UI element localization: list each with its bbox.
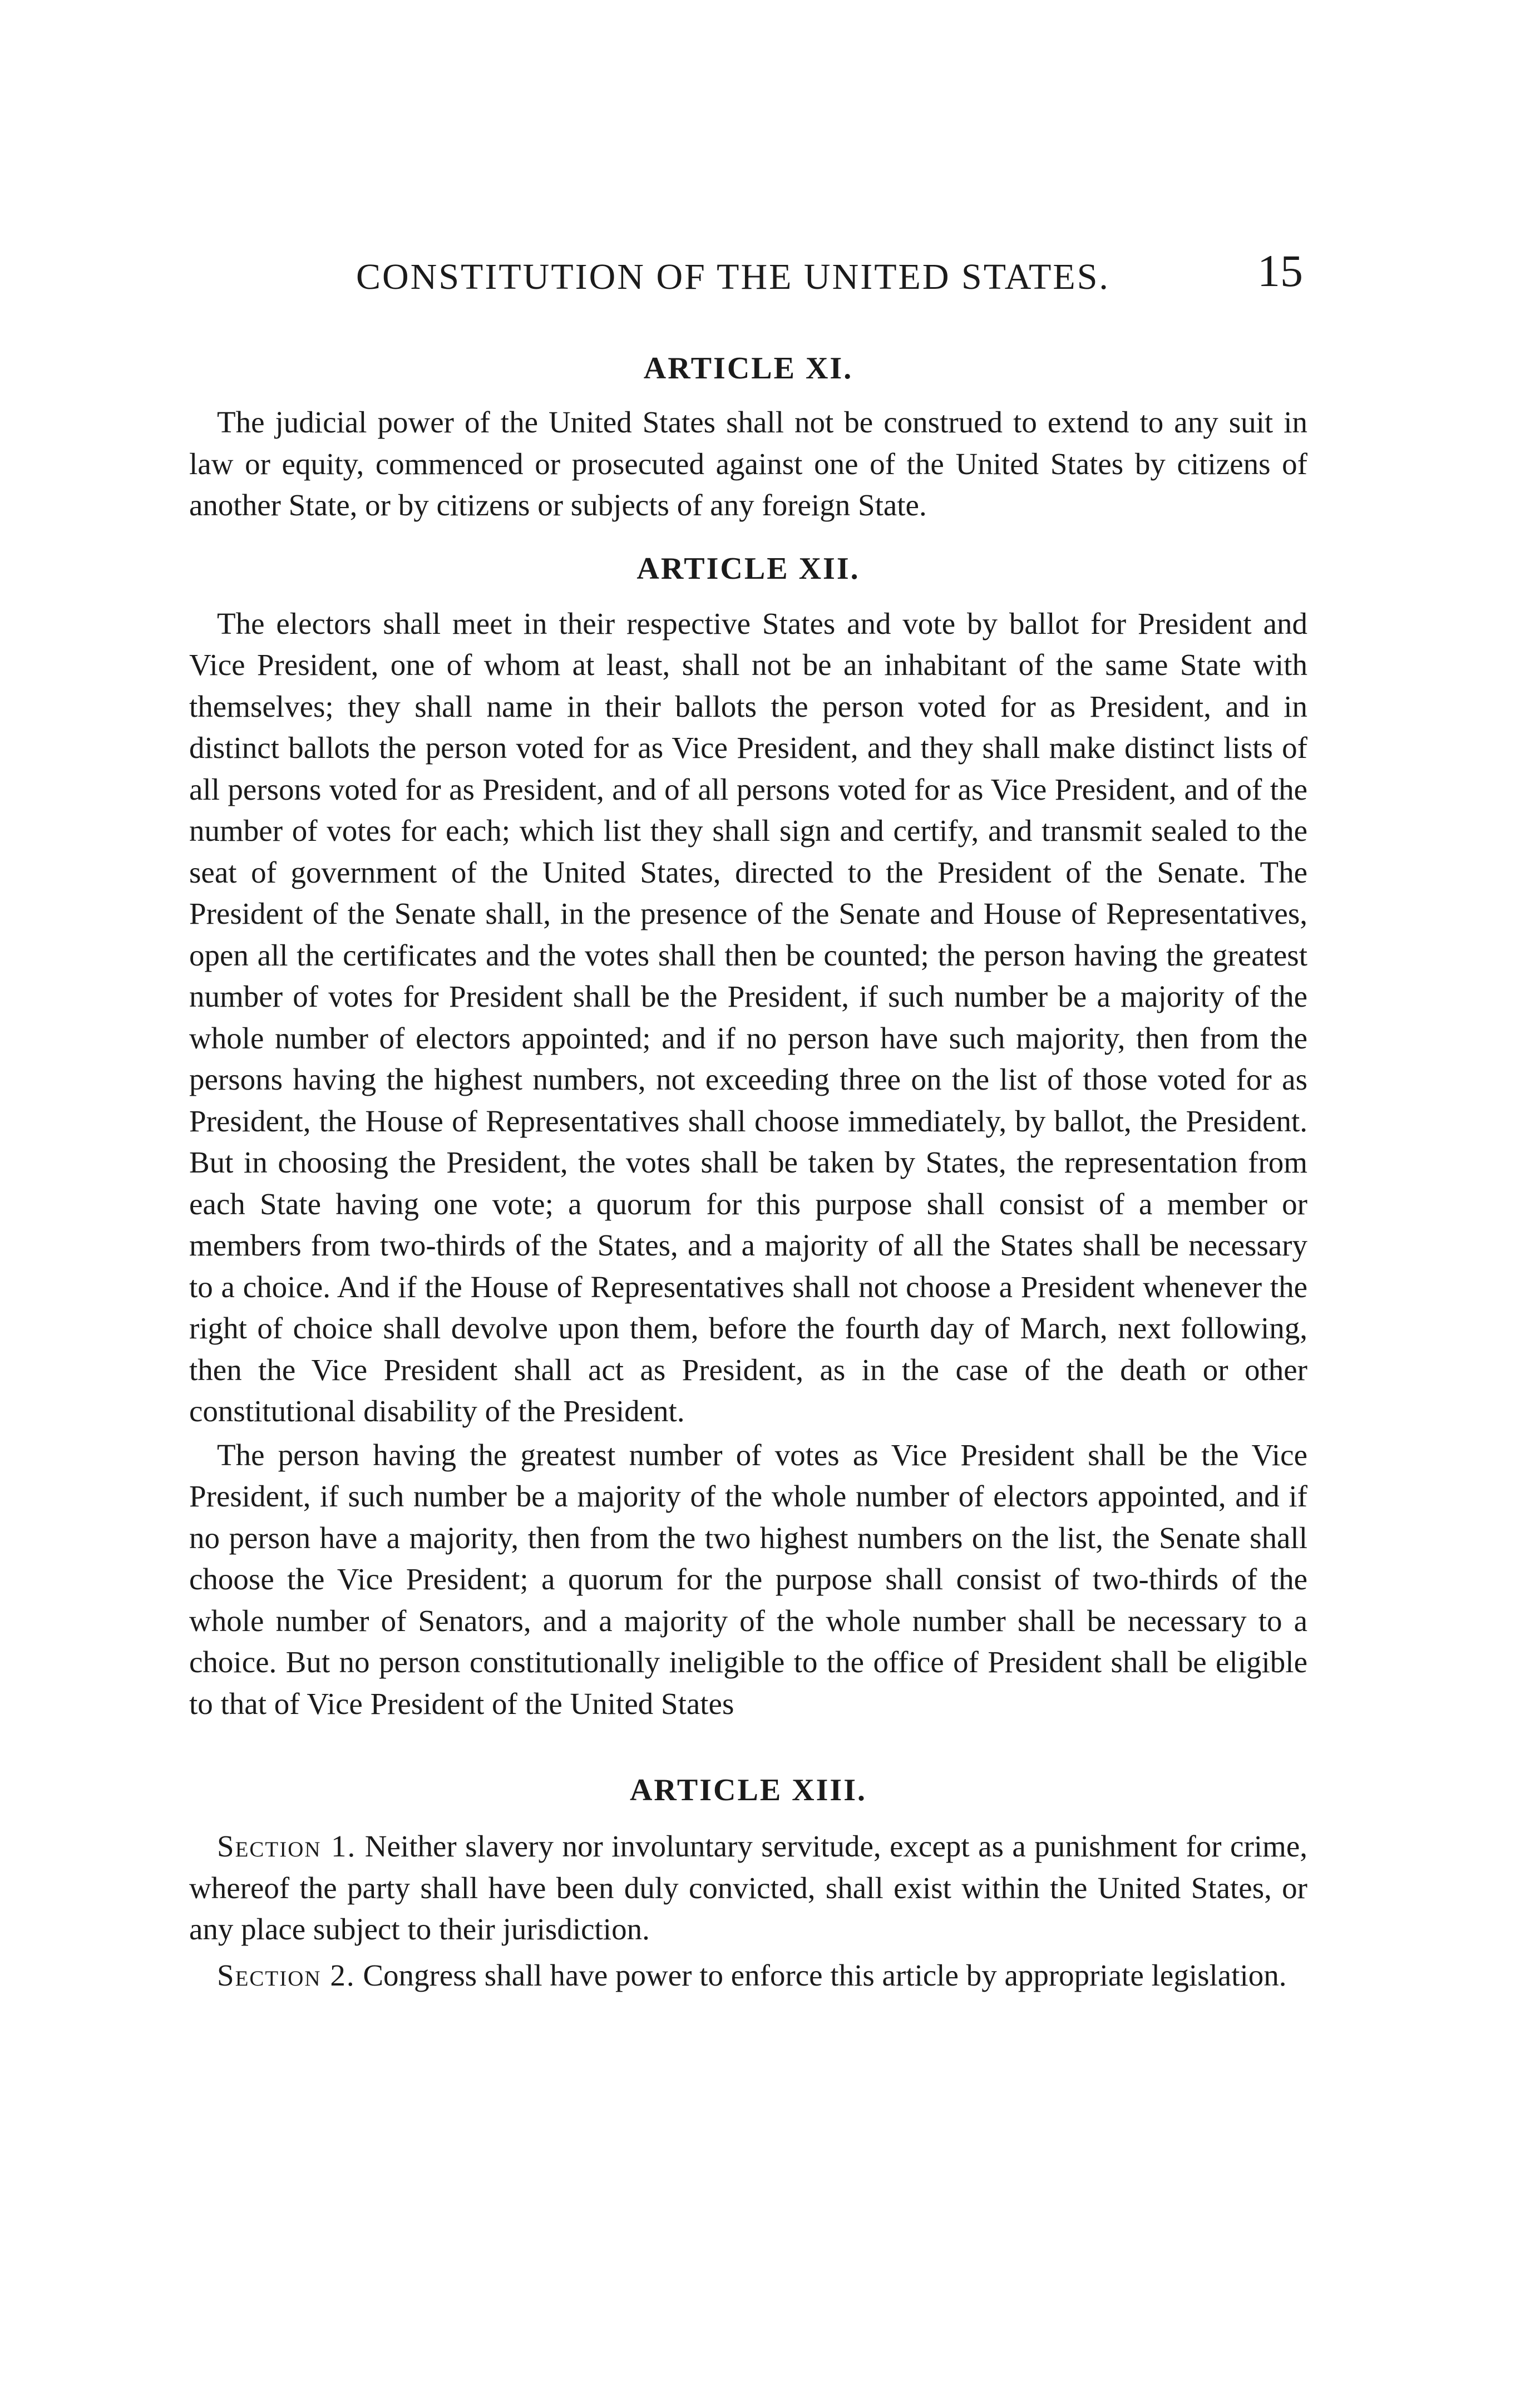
page-body — [189, 351, 1307, 1996]
article-paragraph: The judicial power of the United States shall not be construed to extend to any suit in law or equity, commenced or prosecuted against one of the United States by citizens of another State, or by citizens or subjects of any foreign State. — [189, 405, 1307, 522]
article-paragraph: The person having the greatest number of votes as Vice President shall be the Vice President, if such number be a majority of the whole number of electors appointed, and if no person have a majority, then from the two highest numbers on the list, the Senate shall choose the Vice President; a quorum for the purpose shall consist of two-thirds of the whole number of Senators, and a majority of the whole number shall be necessary to a choice. But no person constitutionally ineligible to the office of President shall be eligible to that of Vice President of the United States — [189, 1437, 1307, 1721]
article-heading: ARTICLE XI. — [643, 351, 853, 386]
article-xi — [189, 351, 1307, 526]
running-title: CONSTITUTION OF THE UNITED STATES. — [356, 257, 1110, 297]
section-label: Section 1. — [217, 1829, 357, 1863]
section-paragraph — [189, 1955, 1307, 1997]
section-paragraph — [189, 1826, 1307, 1950]
running-head — [189, 245, 1302, 306]
section-text: Neither slavery nor involuntary servitude, except as a punishment for crime, whereof the party shall have been duly convicted, shall exist within the United States, or any place subject to their jurisdiction. — [189, 1829, 1307, 1946]
article-paragraph: The electors shall meet in their respective States and vote by ballot for President and Vice President, one of whom at least, shall not be an inhabitant of the same State with themselves; they shall name in their ballots the person voted for as President, and in distinct ballots the person voted for as Vice President, and they shall make distinct lists of all persons voted for as President, and of all persons voted for as Vice President, and of the number of votes for each; which list they shall sign and certify, and transmit sealed to the seat of government of the United States, directed to the President of the Senate. The President of the Senate shall, in the presence of the Senate and House of Representatives, open all the certificates and the votes shall then be counted; the person having the greatest number of votes for President shall be the President, if such number be a majority of the whole number of electors appointed; and if no person have such majority, then from the persons having the highest numbers, not exceeding three on the list of those voted for as President, the House of Representatives shall choose immediately, by ballot, the President. But in choosing the President, the votes shall be taken by States, the representation from each State having one vote; a quorum for this purpose shall consist of a member or members from two-thirds of the States, and a majority of all the States shall be necessary to a choice. And if the House of Representatives shall not choose a President whenever the right of choice shall devolve upon them, before the fourth day of March, next following, then the Vice President shall act as President, as in the case of the death or other constitutional disability of the President. — [189, 606, 1307, 1428]
article-xii — [189, 551, 1307, 1725]
page-number: 15 — [1257, 245, 1303, 296]
article-xiii — [189, 1772, 1307, 1996]
section-text: Congress shall have power to enforce this article by appropriate legislation. — [363, 1958, 1287, 1992]
article-heading: ARTICLE XII. — [636, 551, 860, 586]
section-label: Section 2. — [217, 1958, 356, 1992]
article-heading: ARTICLE XIII. — [629, 1773, 867, 1807]
